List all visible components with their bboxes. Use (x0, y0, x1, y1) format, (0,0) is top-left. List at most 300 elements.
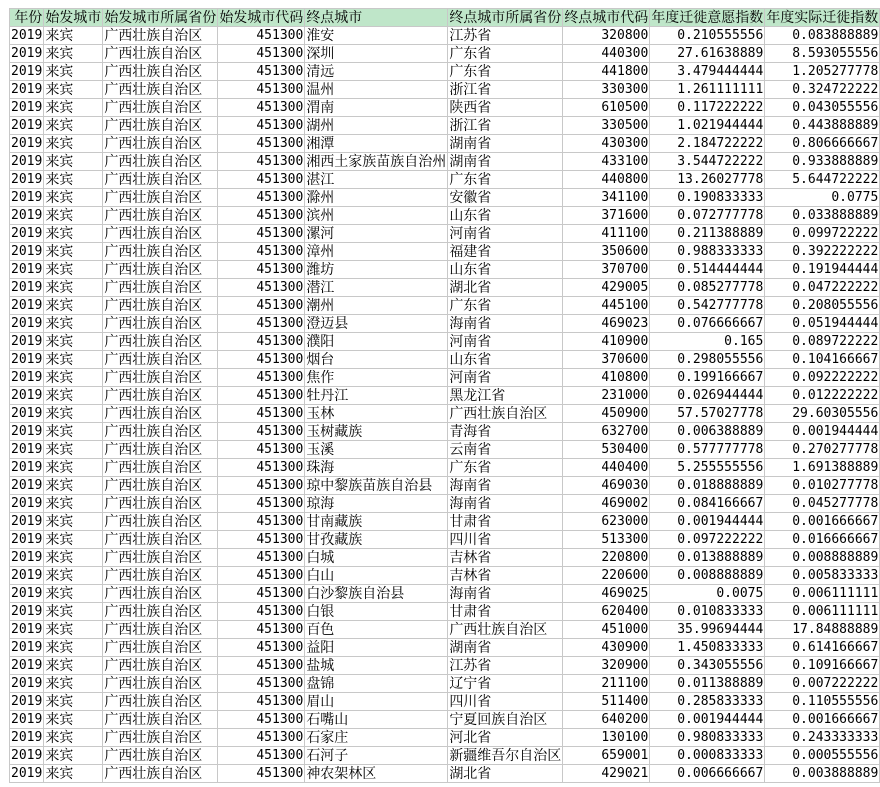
cell-origin-code[interactable]: 451300 (218, 531, 305, 549)
cell-intent-index[interactable]: 0.514444444 (650, 261, 765, 279)
cell-dest-city[interactable]: 珠海 (305, 459, 448, 477)
cell-origin-city[interactable]: 来宾 (44, 639, 103, 657)
cell-dest-code[interactable]: 511400 (563, 693, 650, 711)
cell-year[interactable]: 2019 (11, 135, 43, 151)
cell-actual-index[interactable]: 0.043055556 (765, 99, 880, 117)
cell-actual-index[interactable]: 0.324722222 (765, 81, 880, 99)
cell-dest-province[interactable]: 海南省 (448, 315, 563, 333)
cell-dest-province[interactable]: 浙江省 (448, 81, 563, 99)
cell-dest-province[interactable]: 广西壮族自治区 (448, 621, 563, 639)
cell-origin-province[interactable]: 广西壮族自治区 (103, 189, 218, 207)
cell-actual-index[interactable]: 0.806666667 (765, 135, 880, 153)
cell-intent-index[interactable]: 1.021944444 (650, 117, 765, 135)
cell-dest-province[interactable]: 河南省 (448, 333, 563, 351)
cell-origin-city[interactable]: 来宾 (44, 45, 103, 63)
cell-intent-index[interactable]: 2.184722222 (650, 135, 765, 153)
cell-year[interactable]: 2019 (11, 729, 43, 745)
cell-origin-province[interactable]: 广西壮族自治区 (103, 477, 218, 495)
cell-dest-province[interactable]: 甘肃省 (448, 513, 563, 531)
cell-origin-city[interactable]: 来宾 (44, 495, 103, 513)
cell-dest-city[interactable]: 温州 (305, 81, 448, 99)
cell-origin-code[interactable]: 451300 (218, 369, 305, 387)
cell-actual-index[interactable]: 0.008888889 (765, 549, 880, 567)
cell-dest-code[interactable]: 220600 (563, 567, 650, 585)
cell-dest-code[interactable]: 410800 (563, 369, 650, 387)
cell-dest-city[interactable]: 百色 (305, 621, 448, 639)
cell-intent-index[interactable]: 0.018888889 (650, 477, 765, 495)
cell-origin-code[interactable]: 451300 (218, 81, 305, 99)
cell-dest-city[interactable]: 清远 (305, 63, 448, 81)
cell-origin-code[interactable]: 451300 (218, 45, 305, 63)
cell-origin-province[interactable]: 广西壮族自治区 (103, 153, 218, 171)
cell-origin-city[interactable]: 来宾 (44, 333, 103, 351)
cell-intent-index[interactable]: 0.0075 (650, 585, 765, 603)
cell-dest-province[interactable]: 山东省 (448, 261, 563, 279)
cell-dest-city[interactable]: 湘潭 (305, 135, 448, 153)
cell-origin-code[interactable]: 451300 (218, 747, 305, 765)
cell-intent-index[interactable]: 5.255555556 (650, 459, 765, 477)
cell-actual-index[interactable]: 0.0775 (765, 189, 880, 207)
cell-origin-province[interactable]: 广西壮族自治区 (103, 63, 218, 81)
cell-origin-province[interactable]: 广西壮族自治区 (103, 333, 218, 351)
cell-dest-province[interactable]: 广东省 (448, 459, 563, 477)
cell-origin-province[interactable]: 广西壮族自治区 (103, 207, 218, 225)
cell-year[interactable]: 2019 (11, 261, 43, 277)
cell-origin-code[interactable]: 451300 (218, 639, 305, 657)
cell-origin-province[interactable]: 广西壮族自治区 (103, 657, 218, 675)
cell-year[interactable]: 2019 (11, 45, 43, 61)
cell-origin-code[interactable]: 451300 (218, 441, 305, 459)
cell-origin-city[interactable]: 来宾 (44, 171, 103, 189)
cell-origin-city[interactable]: 来宾 (44, 99, 103, 117)
cell-dest-city[interactable]: 益阳 (305, 639, 448, 657)
cell-origin-province[interactable]: 广西壮族自治区 (103, 639, 218, 657)
cell-dest-province[interactable]: 湖北省 (448, 765, 563, 783)
cell-actual-index[interactable]: 0.007222222 (765, 675, 880, 693)
cell-dest-city[interactable]: 琼中黎族苗族自治县 (305, 477, 448, 495)
cell-actual-index[interactable]: 0.614166667 (765, 639, 880, 657)
cell-origin-province[interactable]: 广西壮族自治区 (103, 405, 218, 423)
cell-origin-code[interactable]: 451300 (218, 513, 305, 531)
cell-origin-city[interactable]: 来宾 (44, 765, 103, 783)
cell-actual-index[interactable]: 0.001944444 (765, 423, 880, 441)
cell-actual-index[interactable]: 17.84888889 (765, 621, 880, 639)
cell-dest-city[interactable]: 白城 (305, 549, 448, 567)
cell-origin-province[interactable]: 广西壮族自治区 (103, 369, 218, 387)
cell-dest-city[interactable]: 漳州 (305, 243, 448, 261)
cell-dest-province[interactable]: 江苏省 (448, 657, 563, 675)
cell-intent-index[interactable]: 0.072777778 (650, 207, 765, 225)
cell-year[interactable]: 2019 (11, 513, 43, 529)
cell-dest-code[interactable]: 410900 (563, 333, 650, 351)
cell-origin-city[interactable]: 来宾 (44, 567, 103, 585)
cell-dest-code[interactable]: 469002 (563, 495, 650, 513)
cell-dest-code[interactable]: 330300 (563, 81, 650, 99)
cell-dest-code[interactable]: 231000 (563, 387, 650, 405)
cell-intent-index[interactable]: 3.544722222 (650, 153, 765, 171)
cell-intent-index[interactable]: 3.479444444 (650, 63, 765, 81)
cell-origin-province[interactable]: 广西壮族自治区 (103, 603, 218, 621)
header-origin-code[interactable]: 始发城市代码 (219, 9, 304, 26)
cell-dest-code[interactable]: 620400 (563, 603, 650, 621)
cell-year[interactable]: 2019 (11, 585, 43, 601)
cell-dest-province[interactable]: 浙江省 (448, 117, 563, 135)
cell-actual-index[interactable]: 5.644722222 (765, 171, 880, 189)
cell-actual-index[interactable]: 0.104166667 (765, 351, 880, 369)
cell-origin-city[interactable]: 来宾 (44, 441, 103, 459)
cell-dest-province[interactable]: 吉林省 (448, 567, 563, 585)
cell-origin-city[interactable]: 来宾 (44, 549, 103, 567)
cell-dest-province[interactable]: 广东省 (448, 63, 563, 81)
cell-origin-province[interactable]: 广西壮族自治区 (103, 225, 218, 243)
cell-intent-index[interactable]: 0.980833333 (650, 729, 765, 747)
cell-year[interactable]: 2019 (11, 693, 43, 709)
cell-origin-code[interactable]: 451300 (218, 207, 305, 225)
cell-dest-code[interactable]: 371600 (563, 207, 650, 225)
cell-year[interactable]: 2019 (11, 207, 43, 223)
cell-intent-index[interactable]: 0.010833333 (650, 603, 765, 621)
cell-actual-index[interactable]: 0.033888889 (765, 207, 880, 225)
cell-actual-index[interactable]: 0.003888889 (765, 765, 880, 783)
cell-origin-code[interactable]: 451300 (218, 27, 305, 45)
cell-intent-index[interactable]: 0.076666667 (650, 315, 765, 333)
cell-origin-province[interactable]: 广西壮族自治区 (103, 549, 218, 567)
cell-intent-index[interactable]: 1.261111111 (650, 81, 765, 99)
cell-dest-province[interactable]: 四川省 (448, 531, 563, 549)
cell-origin-code[interactable]: 451300 (218, 333, 305, 351)
cell-dest-code[interactable]: 370700 (563, 261, 650, 279)
cell-origin-city[interactable]: 来宾 (44, 135, 103, 153)
cell-dest-province[interactable]: 山东省 (448, 351, 563, 369)
cell-origin-code[interactable]: 451300 (218, 423, 305, 441)
cell-intent-index[interactable]: 0.001944444 (650, 513, 765, 531)
cell-origin-code[interactable]: 451300 (218, 279, 305, 297)
cell-dest-province[interactable]: 云南省 (448, 441, 563, 459)
cell-intent-index[interactable]: 0.026944444 (650, 387, 765, 405)
cell-year[interactable]: 2019 (11, 603, 43, 619)
cell-origin-code[interactable]: 451300 (218, 459, 305, 477)
cell-actual-index[interactable]: 0.005833333 (765, 567, 880, 585)
cell-origin-code[interactable]: 451300 (218, 387, 305, 405)
cell-origin-code[interactable]: 451300 (218, 351, 305, 369)
cell-origin-code[interactable]: 451300 (218, 729, 305, 747)
cell-origin-code[interactable]: 451300 (218, 63, 305, 81)
cell-year[interactable]: 2019 (11, 405, 43, 421)
cell-dest-city[interactable]: 潜江 (305, 279, 448, 297)
cell-dest-code[interactable]: 330500 (563, 117, 650, 135)
cell-year[interactable]: 2019 (11, 297, 43, 313)
cell-dest-city[interactable]: 渭南 (305, 99, 448, 117)
cell-dest-city[interactable]: 石家庄 (305, 729, 448, 747)
cell-dest-code[interactable]: 451000 (563, 621, 650, 639)
cell-actual-index[interactable]: 0.933888889 (765, 153, 880, 171)
cell-dest-province[interactable]: 海南省 (448, 585, 563, 603)
cell-year[interactable]: 2019 (11, 243, 43, 259)
cell-origin-code[interactable]: 451300 (218, 135, 305, 153)
cell-dest-code[interactable]: 632700 (563, 423, 650, 441)
cell-origin-province[interactable]: 广西壮族自治区 (103, 135, 218, 153)
cell-dest-code[interactable]: 350600 (563, 243, 650, 261)
cell-origin-city[interactable]: 来宾 (44, 711, 103, 729)
cell-origin-province[interactable]: 广西壮族自治区 (103, 585, 218, 603)
cell-actual-index[interactable]: 0.010277778 (765, 477, 880, 495)
cell-year[interactable]: 2019 (11, 423, 43, 439)
cell-origin-city[interactable]: 来宾 (44, 369, 103, 387)
cell-year[interactable]: 2019 (11, 711, 43, 727)
cell-origin-province[interactable]: 广西壮族自治区 (103, 675, 218, 693)
cell-origin-province[interactable]: 广西壮族自治区 (103, 423, 218, 441)
cell-dest-province[interactable]: 广西壮族自治区 (448, 405, 563, 423)
cell-origin-city[interactable]: 来宾 (44, 225, 103, 243)
cell-dest-code[interactable]: 430300 (563, 135, 650, 153)
cell-dest-code[interactable]: 469023 (563, 315, 650, 333)
cell-year[interactable]: 2019 (11, 81, 43, 97)
cell-origin-code[interactable]: 451300 (218, 549, 305, 567)
cell-origin-city[interactable]: 来宾 (44, 657, 103, 675)
cell-dest-code[interactable]: 320800 (563, 27, 650, 45)
cell-year[interactable]: 2019 (11, 675, 43, 691)
cell-origin-province[interactable]: 广西壮族自治区 (103, 45, 218, 63)
cell-origin-city[interactable]: 来宾 (44, 117, 103, 135)
cell-actual-index[interactable]: 1.691388889 (765, 459, 880, 477)
cell-origin-province[interactable]: 广西壮族自治区 (103, 567, 218, 585)
cell-actual-index[interactable]: 0.270277778 (765, 441, 880, 459)
cell-origin-city[interactable]: 来宾 (44, 603, 103, 621)
cell-intent-index[interactable]: 0.097222222 (650, 531, 765, 549)
cell-intent-index[interactable]: 0.013888889 (650, 549, 765, 567)
cell-dest-code[interactable]: 341100 (563, 189, 650, 207)
cell-dest-province[interactable]: 海南省 (448, 477, 563, 495)
cell-actual-index[interactable]: 0.012222222 (765, 387, 880, 405)
cell-year[interactable]: 2019 (11, 117, 43, 133)
cell-dest-city[interactable]: 甘孜藏族 (305, 531, 448, 549)
cell-dest-code[interactable]: 211100 (563, 675, 650, 693)
header-origin-province[interactable]: 始发城市所属省份 (104, 9, 217, 26)
cell-intent-index[interactable]: 0.085277778 (650, 279, 765, 297)
cell-actual-index[interactable]: 0.047222222 (765, 279, 880, 297)
cell-dest-code[interactable]: 441800 (563, 63, 650, 81)
cell-dest-city[interactable]: 濮阳 (305, 333, 448, 351)
cell-dest-city[interactable]: 滁州 (305, 189, 448, 207)
cell-year[interactable]: 2019 (11, 531, 43, 547)
cell-dest-province[interactable]: 河北省 (448, 729, 563, 747)
cell-origin-city[interactable]: 来宾 (44, 315, 103, 333)
cell-origin-city[interactable]: 来宾 (44, 27, 103, 45)
cell-year[interactable]: 2019 (11, 171, 43, 187)
cell-intent-index[interactable]: 0.008888889 (650, 567, 765, 585)
cell-origin-province[interactable]: 广西壮族自治区 (103, 117, 218, 135)
cell-dest-code[interactable]: 440800 (563, 171, 650, 189)
cell-actual-index[interactable]: 1.205277778 (765, 63, 880, 81)
cell-actual-index[interactable]: 0.001666667 (765, 711, 880, 729)
cell-dest-province[interactable]: 广东省 (448, 171, 563, 189)
cell-dest-code[interactable]: 445100 (563, 297, 650, 315)
cell-intent-index[interactable]: 0.006666667 (650, 765, 765, 783)
cell-dest-city[interactable]: 神农架林区 (305, 765, 448, 783)
cell-actual-index[interactable]: 0.392222222 (765, 243, 880, 261)
cell-origin-city[interactable]: 来宾 (44, 243, 103, 261)
cell-intent-index[interactable]: 0.199166667 (650, 369, 765, 387)
cell-origin-province[interactable]: 广西壮族自治区 (103, 495, 218, 513)
cell-intent-index[interactable]: 13.26027778 (650, 171, 765, 189)
cell-dest-province[interactable]: 湖南省 (448, 135, 563, 153)
cell-origin-code[interactable]: 451300 (218, 585, 305, 603)
cell-intent-index[interactable]: 0.343055556 (650, 657, 765, 675)
cell-actual-index[interactable]: 0.083888889 (765, 27, 880, 45)
cell-dest-city[interactable]: 盘锦 (305, 675, 448, 693)
cell-origin-province[interactable]: 广西壮族自治区 (103, 261, 218, 279)
cell-origin-city[interactable]: 来宾 (44, 747, 103, 765)
cell-actual-index[interactable]: 0.000555556 (765, 747, 880, 765)
cell-origin-code[interactable]: 451300 (218, 261, 305, 279)
cell-year[interactable]: 2019 (11, 657, 43, 673)
cell-dest-city[interactable]: 甘南藏族 (305, 513, 448, 531)
cell-intent-index[interactable]: 1.450833333 (650, 639, 765, 657)
cell-dest-code[interactable]: 320900 (563, 657, 650, 675)
cell-origin-city[interactable]: 来宾 (44, 189, 103, 207)
header-origin-city[interactable]: 始发城市 (45, 9, 102, 26)
cell-year[interactable]: 2019 (11, 441, 43, 457)
cell-dest-city[interactable]: 漯河 (305, 225, 448, 243)
cell-dest-code[interactable]: 659001 (563, 747, 650, 765)
cell-origin-city[interactable]: 来宾 (44, 153, 103, 171)
cell-intent-index[interactable]: 0.211388889 (650, 225, 765, 243)
cell-intent-index[interactable]: 27.61638889 (650, 45, 765, 63)
cell-year[interactable]: 2019 (11, 99, 43, 115)
cell-dest-code[interactable]: 220800 (563, 549, 650, 567)
cell-actual-index[interactable]: 0.016666667 (765, 531, 880, 549)
cell-origin-code[interactable]: 451300 (218, 765, 305, 783)
cell-dest-city[interactable]: 白沙黎族自治县 (305, 585, 448, 603)
cell-origin-province[interactable]: 广西壮族自治区 (103, 747, 218, 765)
cell-dest-province[interactable]: 陕西省 (448, 99, 563, 117)
cell-dest-city[interactable]: 湖州 (305, 117, 448, 135)
cell-dest-code[interactable]: 411100 (563, 225, 650, 243)
cell-dest-city[interactable]: 石河子 (305, 747, 448, 765)
cell-dest-province[interactable]: 新疆维吾尔自治区 (449, 747, 562, 764)
cell-intent-index[interactable]: 0.210555556 (650, 27, 765, 45)
cell-origin-city[interactable]: 来宾 (44, 405, 103, 423)
cell-year[interactable]: 2019 (11, 27, 43, 43)
cell-year[interactable]: 2019 (11, 387, 43, 403)
cell-intent-index[interactable]: 57.57027778 (650, 405, 765, 423)
cell-intent-index[interactable]: 0.285833333 (650, 693, 765, 711)
cell-dest-code[interactable]: 623000 (563, 513, 650, 531)
cell-dest-code[interactable]: 440400 (563, 459, 650, 477)
cell-origin-city[interactable]: 来宾 (44, 387, 103, 405)
cell-year[interactable]: 2019 (11, 459, 43, 475)
cell-origin-province[interactable]: 广西壮族自治区 (103, 621, 218, 639)
cell-dest-city[interactable]: 深圳 (305, 45, 448, 63)
cell-origin-city[interactable]: 来宾 (44, 675, 103, 693)
cell-origin-province[interactable]: 广西壮族自治区 (103, 351, 218, 369)
cell-dest-city[interactable]: 潮州 (305, 297, 448, 315)
cell-dest-city[interactable]: 滨州 (305, 207, 448, 225)
cell-year[interactable]: 2019 (11, 567, 43, 583)
cell-actual-index[interactable]: 0.443888889 (765, 117, 880, 135)
cell-dest-city[interactable]: 湛江 (305, 171, 448, 189)
cell-actual-index[interactable]: 29.60305556 (765, 405, 880, 423)
header-dest-city[interactable]: 终点城市 (305, 9, 448, 27)
cell-origin-province[interactable]: 广西壮族自治区 (103, 297, 218, 315)
cell-year[interactable]: 2019 (11, 495, 43, 511)
cell-origin-city[interactable]: 来宾 (44, 297, 103, 315)
cell-dest-province[interactable]: 吉林省 (448, 549, 563, 567)
cell-origin-province[interactable]: 广西壮族自治区 (103, 387, 218, 405)
cell-dest-city[interactable]: 烟台 (305, 351, 448, 369)
cell-origin-code[interactable]: 451300 (218, 495, 305, 513)
cell-origin-code[interactable]: 451300 (218, 657, 305, 675)
cell-origin-code[interactable]: 451300 (218, 477, 305, 495)
cell-origin-city[interactable]: 来宾 (44, 351, 103, 369)
cell-dest-city[interactable]: 玉树藏族 (305, 423, 448, 441)
cell-origin-city[interactable]: 来宾 (44, 279, 103, 297)
cell-origin-province[interactable]: 广西壮族自治区 (103, 765, 218, 783)
cell-dest-province[interactable]: 广东省 (448, 45, 563, 63)
cell-origin-city[interactable]: 来宾 (44, 729, 103, 747)
cell-dest-province[interactable]: 甘肃省 (448, 603, 563, 621)
cell-dest-province[interactable]: 湖南省 (448, 153, 563, 171)
cell-dest-code[interactable]: 469025 (563, 585, 650, 603)
cell-actual-index[interactable]: 0.051944444 (765, 315, 880, 333)
cell-actual-index[interactable]: 0.006111111 (765, 603, 880, 621)
cell-dest-province[interactable]: 宁夏回族自治区 (448, 711, 563, 729)
cell-dest-code[interactable]: 429021 (563, 765, 650, 783)
cell-dest-city[interactable]: 淮安 (305, 27, 448, 45)
cell-dest-province[interactable]: 山东省 (448, 207, 563, 225)
cell-origin-province[interactable]: 广西壮族自治区 (103, 315, 218, 333)
cell-intent-index[interactable]: 0.006388889 (650, 423, 765, 441)
cell-origin-city[interactable]: 来宾 (44, 423, 103, 441)
cell-actual-index[interactable]: 0.109166667 (765, 657, 880, 675)
cell-year[interactable]: 2019 (11, 63, 43, 79)
cell-intent-index[interactable]: 0.117222222 (650, 99, 765, 117)
cell-year[interactable]: 2019 (11, 747, 43, 763)
cell-dest-city[interactable]: 澄迈县 (305, 315, 448, 333)
cell-origin-city[interactable]: 来宾 (44, 81, 103, 99)
cell-origin-code[interactable]: 451300 (218, 99, 305, 117)
cell-dest-city[interactable]: 湘西土家族苗族自治州 (306, 153, 447, 170)
cell-origin-code[interactable]: 451300 (218, 603, 305, 621)
cell-dest-province[interactable]: 江苏省 (448, 27, 563, 45)
cell-dest-city[interactable]: 玉林 (305, 405, 448, 423)
cell-dest-code[interactable]: 440300 (563, 45, 650, 63)
cell-intent-index[interactable]: 0.988333333 (650, 243, 765, 261)
cell-origin-city[interactable]: 来宾 (44, 693, 103, 711)
cell-dest-code[interactable]: 433100 (563, 153, 650, 171)
cell-intent-index[interactable]: 0.190833333 (650, 189, 765, 207)
header-year[interactable]: 年份 (10, 9, 44, 27)
cell-origin-province[interactable]: 广西壮族自治区 (103, 81, 218, 99)
cell-year[interactable]: 2019 (11, 477, 43, 493)
cell-dest-province[interactable]: 河南省 (448, 369, 563, 387)
cell-dest-code[interactable]: 469030 (563, 477, 650, 495)
cell-actual-index[interactable]: 0.092222222 (765, 369, 880, 387)
cell-intent-index[interactable]: 0.001944444 (650, 711, 765, 729)
cell-origin-province[interactable]: 广西壮族自治区 (103, 693, 218, 711)
cell-year[interactable]: 2019 (11, 549, 43, 565)
cell-origin-province[interactable]: 广西壮族自治区 (103, 441, 218, 459)
cell-origin-code[interactable]: 451300 (218, 225, 305, 243)
cell-dest-province[interactable]: 辽宁省 (448, 675, 563, 693)
cell-origin-province[interactable]: 广西壮族自治区 (103, 99, 218, 117)
cell-origin-province[interactable]: 广西壮族自治区 (103, 513, 218, 531)
cell-origin-code[interactable]: 451300 (218, 621, 305, 639)
cell-origin-code[interactable]: 451300 (218, 117, 305, 135)
cell-intent-index[interactable]: 0.084166667 (650, 495, 765, 513)
cell-origin-province[interactable]: 广西壮族自治区 (103, 729, 218, 747)
cell-intent-index[interactable]: 35.99694444 (650, 621, 765, 639)
